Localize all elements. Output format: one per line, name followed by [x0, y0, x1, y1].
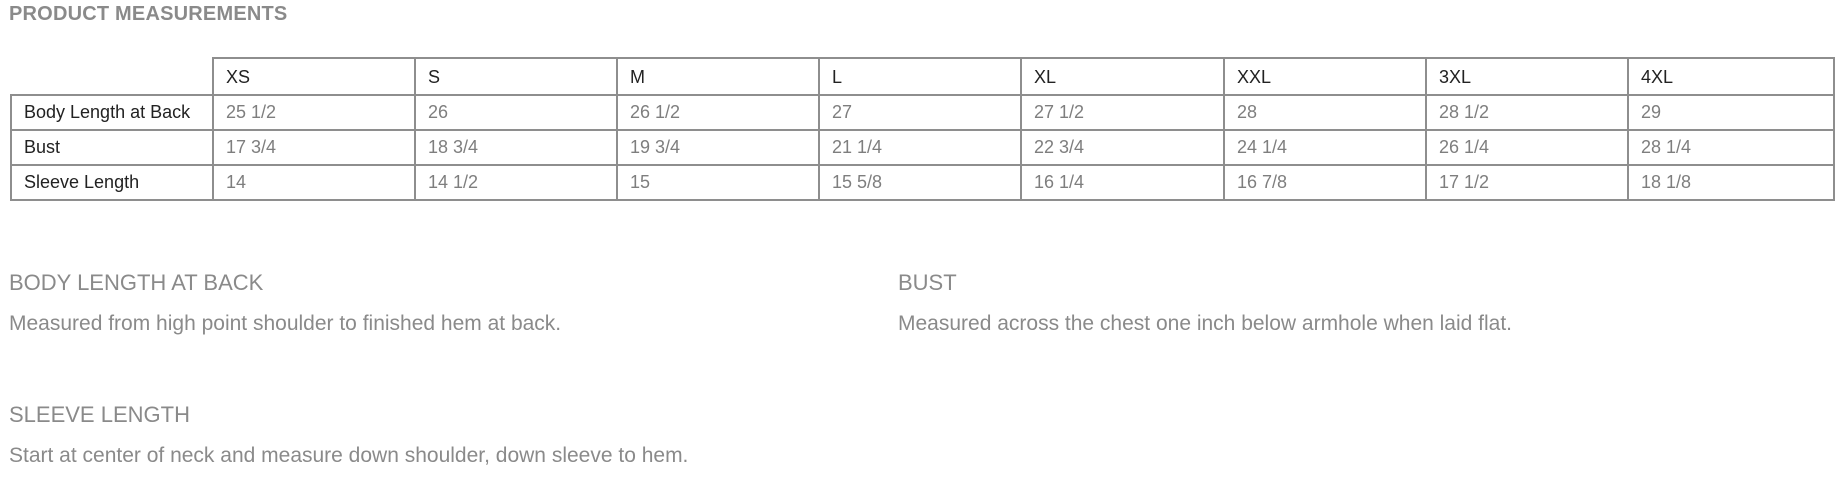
definition-title: BUST	[898, 270, 957, 295]
table-cell: 26	[415, 95, 617, 130]
definition-title: BODY LENGTH AT BACK	[9, 270, 264, 295]
row-label-bust: Bust	[11, 130, 213, 165]
table-cell: 28 1/4	[1628, 130, 1834, 165]
size-header-s: S	[415, 58, 617, 95]
size-header-m: M	[617, 58, 819, 95]
size-header-4xl: 4XL	[1628, 58, 1834, 95]
table-row	[11, 165, 1834, 200]
definition-bust	[898, 270, 1512, 337]
size-header-xs: XS	[213, 58, 415, 95]
table-cell: 16 7/8	[1224, 165, 1426, 200]
table-cell: 26 1/2	[617, 95, 819, 130]
measurements-table	[10, 57, 1835, 201]
table-cell: 19 3/4	[617, 130, 819, 165]
definition-text: Start at center of neck and measure down shoulder, down sleeve to hem.	[9, 444, 689, 467]
table-cell: 28 1/2	[1426, 95, 1628, 130]
table-cell: 22 3/4	[1021, 130, 1224, 165]
page-title: PRODUCT MEASUREMENTS	[9, 3, 288, 25]
table-header-row	[11, 58, 1834, 95]
size-header-xxl: XXL	[1224, 58, 1426, 95]
definition-title: SLEEVE LENGTH	[9, 402, 190, 427]
table-cell: 26 1/4	[1426, 130, 1628, 165]
definition-text: Measured from high point shoulder to finished hem at back.	[9, 312, 562, 335]
table-cell: 25 1/2	[213, 95, 415, 130]
table-cell: 15	[617, 165, 819, 200]
definition-body-length	[9, 270, 561, 337]
table-cell: 18 3/4	[415, 130, 617, 165]
table-row	[11, 95, 1834, 130]
size-header-xl: XL	[1021, 58, 1224, 95]
table-cell: 29	[1628, 95, 1834, 130]
table-row	[11, 130, 1834, 165]
table-cell: 17 3/4	[213, 130, 415, 165]
table-cell: 18 1/8	[1628, 165, 1834, 200]
table-cell: 24 1/4	[1224, 130, 1426, 165]
table-cell: 21 1/4	[819, 130, 1021, 165]
table-cell: 17 1/2	[1426, 165, 1628, 200]
row-label-sleeve-length: Sleeve Length	[11, 165, 213, 200]
definition-sleeve-length	[9, 402, 688, 469]
row-label-body-length: Body Length at Back	[11, 95, 213, 130]
size-header-3xl: 3XL	[1426, 58, 1628, 95]
table-cell: 15 5/8	[819, 165, 1021, 200]
table-cell: 27 1/2	[1021, 95, 1224, 130]
table-cell: 14	[213, 165, 415, 200]
definition-text: Measured across the chest one inch below armhole when laid flat.	[898, 312, 1513, 335]
size-header-l: L	[819, 58, 1021, 95]
table-corner-cell	[11, 58, 213, 95]
table-cell: 27	[819, 95, 1021, 130]
table-cell: 28	[1224, 95, 1426, 130]
table-cell: 16 1/4	[1021, 165, 1224, 200]
table-cell: 14 1/2	[415, 165, 617, 200]
